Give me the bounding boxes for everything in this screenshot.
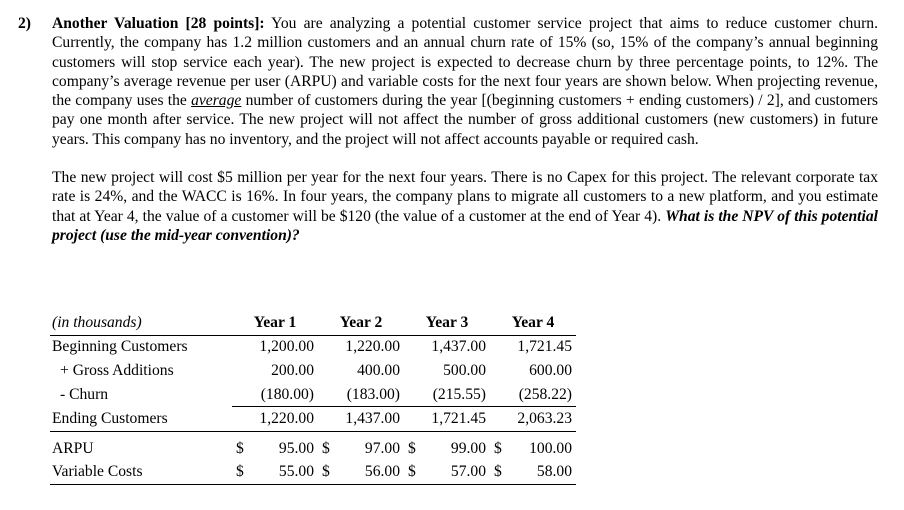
cell-value: 55.00 <box>278 463 314 481</box>
table-cell: 1,437.00 <box>431 338 486 356</box>
paragraph-2 <box>52 168 878 245</box>
table-cell: 2,063.23 <box>490 407 576 432</box>
table-cell: (180.00) <box>232 383 318 407</box>
cell-value: 58.00 <box>536 463 572 481</box>
table-cell: 500.00 <box>443 361 486 379</box>
row-label: + Gross Additions <box>60 361 174 379</box>
currency-symbol: $ <box>322 439 330 457</box>
currency-symbol: $ <box>408 439 416 457</box>
table-cell: 1,200.00 <box>259 338 314 356</box>
table-cell: (258.22) <box>490 383 576 407</box>
year-header: Year 1 <box>232 311 318 335</box>
table-cell <box>318 437 404 461</box>
table-cell: 400.00 <box>357 361 400 379</box>
table-cell: 1,220.00 <box>232 407 318 432</box>
table-row <box>50 461 576 485</box>
row-label: ARPU <box>52 439 94 457</box>
unit-label: (in thousands) <box>50 311 232 335</box>
table-cell <box>404 461 490 485</box>
table-row <box>50 437 576 461</box>
currency-symbol: $ <box>322 463 330 481</box>
currency-symbol: $ <box>408 463 416 481</box>
cell-value: 97.00 <box>364 439 400 457</box>
currency-symbol: $ <box>236 463 244 481</box>
cell-value: 100.00 <box>529 439 572 457</box>
row-label: Ending Customers <box>50 407 232 432</box>
cell-value: 95.00 <box>278 439 314 457</box>
table-cell: (215.55) <box>404 383 490 407</box>
question-block <box>18 14 878 245</box>
customer-table <box>50 311 576 485</box>
currency-symbol: $ <box>494 463 502 481</box>
table-cell: (183.00) <box>318 383 404 407</box>
table-header-row <box>50 311 576 335</box>
paragraph-1 <box>52 14 878 149</box>
table-cell <box>318 461 404 485</box>
paragraph-1-text-b: number of customers during the year [(beginning customers + ending customers) / 2], and customers pay one month after service. The new project will not affect the number of gross additional customers (new customers) in future years. This company has no inventory, and the project will not affect accounts payable or required cash. <box>52 92 878 148</box>
table-cell: 1,721.45 <box>517 338 572 356</box>
currency-symbol: $ <box>494 439 502 457</box>
cell-value: 99.00 <box>450 439 486 457</box>
year-header: Year 4 <box>490 311 576 335</box>
table-row <box>50 335 576 359</box>
question-number: 2) <box>18 15 31 32</box>
question-title: Another Valuation [28 points]: <box>52 15 265 32</box>
table-cell: 1,220.00 <box>345 338 400 356</box>
cell-value: 56.00 <box>364 463 400 481</box>
cell-value: 57.00 <box>450 463 486 481</box>
paragraph-1-text-a: You are analyzing a potential customer service project that aims to reduce customer churn. Currently, the company has 1.2 million customers and an annual churn rate of 15% (so, 15% of the company’s annual beginning customers will stop service each year). The new project is expected to decrease churn by three percentage points, to 12%. The company’s average revenue per user (ARPU) and variable costs for the next four years are shown below. When projecting revenue, the company uses the <box>52 15 878 110</box>
table-cell: 600.00 <box>529 361 572 379</box>
table-cell <box>232 461 318 485</box>
table-cell: 200.00 <box>271 361 314 379</box>
paragraph-2-text: The new project will cost $5 million per year for the next four years. There is no Capex for this project. The relevant corporate tax rate is 24%, and the WACC is 16%. In four years, the company plans to migrate all customers to a new platform, and you estimate that at Year 4, the value of a customer will be $120 (the value of a customer at the end of Year 4). <box>52 169 878 225</box>
table-cell: 1,721.45 <box>404 407 490 432</box>
table-row <box>50 383 576 407</box>
row-label: Beginning Customers <box>52 338 188 356</box>
table-cell <box>404 437 490 461</box>
table-cell: 1,437.00 <box>318 407 404 432</box>
table-cell <box>232 437 318 461</box>
table-cell <box>490 461 576 485</box>
currency-symbol: $ <box>236 439 244 457</box>
table-row <box>50 359 576 383</box>
row-label: Variable Costs <box>50 461 232 485</box>
npv-question: What is the NPV of this potential project (use the mid-year convention)? <box>52 207 878 244</box>
row-label: - Churn <box>60 385 109 403</box>
year-header: Year 3 <box>404 311 490 335</box>
year-header: Year 2 <box>318 311 404 335</box>
table-row <box>50 407 576 432</box>
table-cell <box>490 437 576 461</box>
emphasis-average: average <box>191 92 242 110</box>
